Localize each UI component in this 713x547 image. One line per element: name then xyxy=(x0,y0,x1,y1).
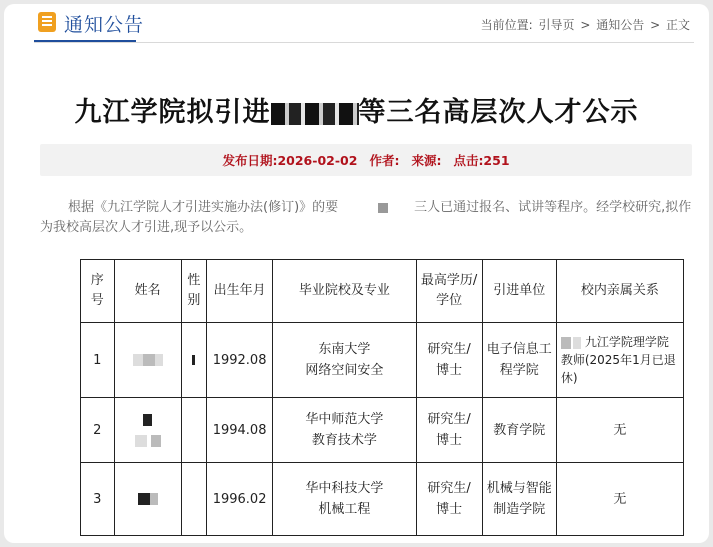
section-title[interactable]: 通知公告 xyxy=(64,14,145,36)
cell-school xyxy=(273,323,416,398)
table-row xyxy=(81,463,684,536)
cell-school xyxy=(273,463,416,536)
degree-line: 研究生/ xyxy=(427,412,471,427)
cell-sex xyxy=(181,398,206,463)
school-name: 华中师范大学 xyxy=(305,412,384,427)
degree-line: 博士 xyxy=(436,363,463,378)
school-name: 东南大学 xyxy=(318,342,371,357)
cell-degree xyxy=(416,398,482,463)
cell-no: 2 xyxy=(81,398,115,463)
cell-birth: 1994.08 xyxy=(207,398,273,463)
meta-author: 作者: xyxy=(369,153,400,168)
header-unit: 引进单位 xyxy=(482,260,556,323)
meta-clicks: 点击:251 xyxy=(453,153,510,168)
notice-icon xyxy=(38,12,56,32)
breadcrumb-separator: > xyxy=(650,18,661,32)
header-birth: 出生年月 xyxy=(207,260,273,323)
cell-degree xyxy=(416,463,482,536)
school-name: 华中科技大学 xyxy=(305,481,384,496)
redacted-name xyxy=(271,103,359,125)
meta-date: 发布日期:2026-02-02 xyxy=(222,153,358,168)
degree-line: 博士 xyxy=(436,502,463,517)
cell-unit: 电子信息工程学院 xyxy=(482,323,556,398)
school-major: 网络空间安全 xyxy=(305,363,384,378)
article-meta xyxy=(40,144,692,176)
cell-birth: 1992.08 xyxy=(207,323,273,398)
table-header-row xyxy=(81,260,684,323)
cell-name-redacted xyxy=(114,323,181,398)
breadcrumb-prefix: 当前位置: xyxy=(480,18,533,32)
article-title xyxy=(4,90,709,129)
cell-relation: 无 xyxy=(556,398,683,463)
para-part2: 三人已通过报名、试讲等程序。经学校研究,拟作为我校高层次人才引进,现予以公示。 xyxy=(40,200,692,235)
meta-source: 来源: xyxy=(411,153,442,168)
redacted-text xyxy=(378,203,388,213)
header-relation: 校内亲属关系 xyxy=(556,260,683,323)
page xyxy=(4,4,709,543)
breadcrumb-item-current: 正文 xyxy=(665,18,690,32)
relation-text: 九江学院理学院教师(2025年1月已退休) xyxy=(560,335,676,385)
para-part1: 根据《九江学院人才引进实施办法(修订)》的要 xyxy=(68,200,339,215)
header-name: 姓名 xyxy=(114,260,181,323)
header-school: 毕业院校及专业 xyxy=(273,260,416,323)
top-bar xyxy=(4,4,709,44)
title-text-before: 九江学院拟引进 xyxy=(74,97,271,128)
cell-name-redacted xyxy=(114,463,181,536)
cell-no: 1 xyxy=(81,323,115,398)
cell-relation: 无 xyxy=(556,463,683,536)
table-row xyxy=(81,398,684,463)
cell-unit: 教育学院 xyxy=(482,398,556,463)
header-no: 序号 xyxy=(81,260,115,323)
cell-relation xyxy=(556,323,683,398)
divider xyxy=(34,42,694,43)
header-degree: 最高学历/学位 xyxy=(416,260,482,323)
cell-sex xyxy=(181,463,206,536)
cell-birth: 1996.02 xyxy=(207,463,273,536)
breadcrumb-item-home[interactable]: 引导页 xyxy=(538,18,575,32)
cell-name-redacted xyxy=(114,398,181,463)
cell-sex-redacted xyxy=(181,323,206,398)
cell-school xyxy=(273,398,416,463)
degree-line: 研究生/ xyxy=(427,481,471,496)
school-major: 教育技术学 xyxy=(311,433,377,448)
degree-line: 研究生/ xyxy=(427,342,471,357)
article-paragraph xyxy=(40,198,692,238)
header-sex: 性别 xyxy=(181,260,206,323)
table-row xyxy=(81,323,684,398)
degree-line: 博士 xyxy=(436,433,463,448)
school-major: 机械工程 xyxy=(318,502,371,517)
title-text-after: 等三名高层次人才公示 xyxy=(358,97,639,128)
candidates-table xyxy=(80,259,684,536)
cell-unit: 机械与智能制造学院 xyxy=(482,463,556,536)
breadcrumb-item-notices[interactable]: 通知公告 xyxy=(596,18,645,32)
breadcrumb xyxy=(480,16,691,33)
breadcrumb-separator: > xyxy=(580,18,591,32)
cell-no: 3 xyxy=(81,463,115,536)
cell-degree xyxy=(416,323,482,398)
